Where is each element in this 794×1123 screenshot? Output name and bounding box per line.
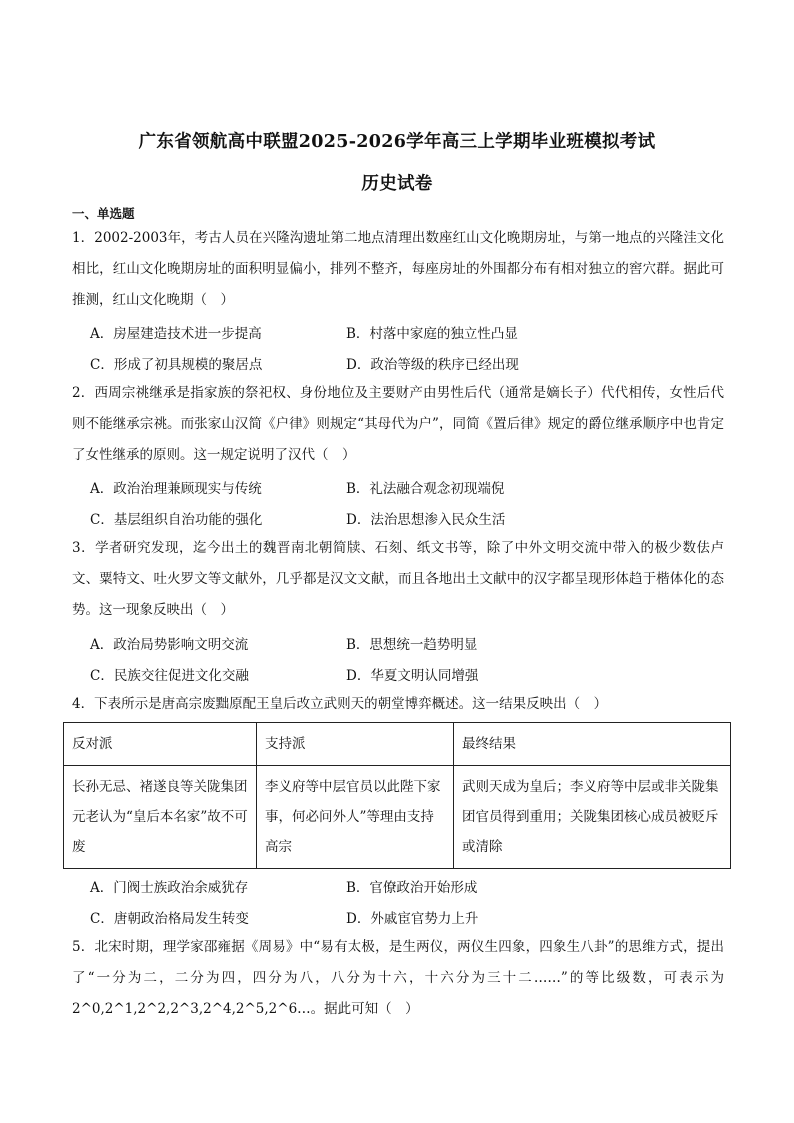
exam-subtitle: 历史试卷 — [361, 174, 433, 194]
question-4-option-c[interactable]: C．唐朝政治格局发生转变 — [90, 911, 249, 927]
table-cell: 武则天成为皇后；李义府等中层或非关陇集团官员得到重用；关陇集团核心成员被贬斥或清除 — [454, 766, 731, 869]
question-2-option-d[interactable]: D．法治思想渗入民众生活 — [346, 512, 506, 528]
table-cell: 长孙无忌、褚遂良等关陇集团元老认为“皇后本名家”故不可废 — [64, 766, 257, 869]
table-header-cell: 最终结果 — [454, 723, 731, 766]
question-1-option-a[interactable]: A．房屋建造技术进一步提高 — [90, 326, 262, 342]
question-4-table — [63, 722, 731, 869]
question-2-option-a[interactable]: A．政治治理兼顾现实与传统 — [90, 481, 262, 497]
table-row — [64, 766, 731, 869]
question-1-option-b[interactable]: B．村落中家庭的独立性凸显 — [346, 326, 518, 342]
question-1-option-d[interactable]: D．政治等级的秩序已经出现 — [346, 357, 519, 373]
table-cell: 李义府等中层官员以此陛下家事，何必问外人”等理由支持高宗 — [257, 766, 454, 869]
question-4-option-b[interactable]: B．官僚政治开始形成 — [346, 880, 478, 896]
question-3-option-a[interactable]: A．政治局势影响文明交流 — [90, 637, 249, 653]
question-2-stem: 2．西周宗祧继承是指家族的祭祀权、身份地位及主要财产由男性后代（通常是嫡长子）代代相传，女性后代则不能继承宗祧。而张家山汉简《户律》则规定“其母代为户”，同简《置后律》规定的爵位继承顺序中也肯定了女性继承的原则。这一规定说明了汉代（ ） — [72, 385, 724, 463]
table-header-cell: 支持派 — [257, 723, 454, 766]
question-3-option-c[interactable]: C．民族交往促进文化交融 — [90, 668, 249, 684]
question-4-option-a[interactable]: A．门阀士族政治余威犹存 — [90, 880, 249, 896]
question-3-option-d[interactable]: D．华夏文明认同增强 — [346, 668, 479, 684]
question-5-stem: 5．北宋时期，理学家邵雍据《周易》中“易有太极，是生两仪，两仪生四象，四象生八卦”的思维方式，提出了“一分为二，二分为四，四分为八，八分为十六，十六分为三十二……”的等比级数，可表示为2^0,2^1,2^2,2^3,2^4,2^5,2^6…。据此可知（ ） — [72, 939, 724, 1017]
table-header-cell: 反对派 — [64, 723, 257, 766]
question-4-option-d[interactable]: D．外戚宦官势力上升 — [346, 911, 479, 927]
question-2-option-c[interactable]: C．基层组织自治功能的强化 — [90, 512, 263, 528]
question-3-option-b[interactable]: B．思想统一趋势明显 — [346, 637, 478, 653]
exam-title: 广东省领航高中联盟2025-2026学年高三上学期毕业班模拟考试 — [138, 132, 656, 152]
table-header-row — [64, 723, 731, 766]
question-2-option-b[interactable]: B．礼法融合观念初现端倪 — [346, 481, 505, 497]
question-1-option-c[interactable]: C．形成了初具规模的聚居点 — [90, 357, 263, 373]
section-heading: 一、单选题 — [72, 206, 135, 221]
question-3-stem: 3．学者研究发现，迄今出土的魏晋南北朝简牍、石刻、纸文书等，除了中外文明交流中带入的极少数佉卢文、粟特文、吐火罗文等文献外，几乎都是汉文文献，而且各地出土文献中的汉字都呈现形体趋于楷体化的态势。这一现象反映出（ ） — [72, 540, 724, 618]
question-1-stem: 1．2002-2003年，考古人员在兴隆沟遗址第二地点清理出数座红山文化晚期房址，与第一地点的兴隆洼文化相比，红山文化晚期房址的面积明显偏小，排列不整齐，每座房址的外围都分布有相对独立的窖穴群。据此可推测，红山文化晚期（ ） — [72, 230, 724, 308]
question-4-stem: 4．下表所示是唐高宗废黜原配王皇后改立武则天的朝堂博弈概述。这一结果反映出（ ） — [72, 696, 608, 712]
